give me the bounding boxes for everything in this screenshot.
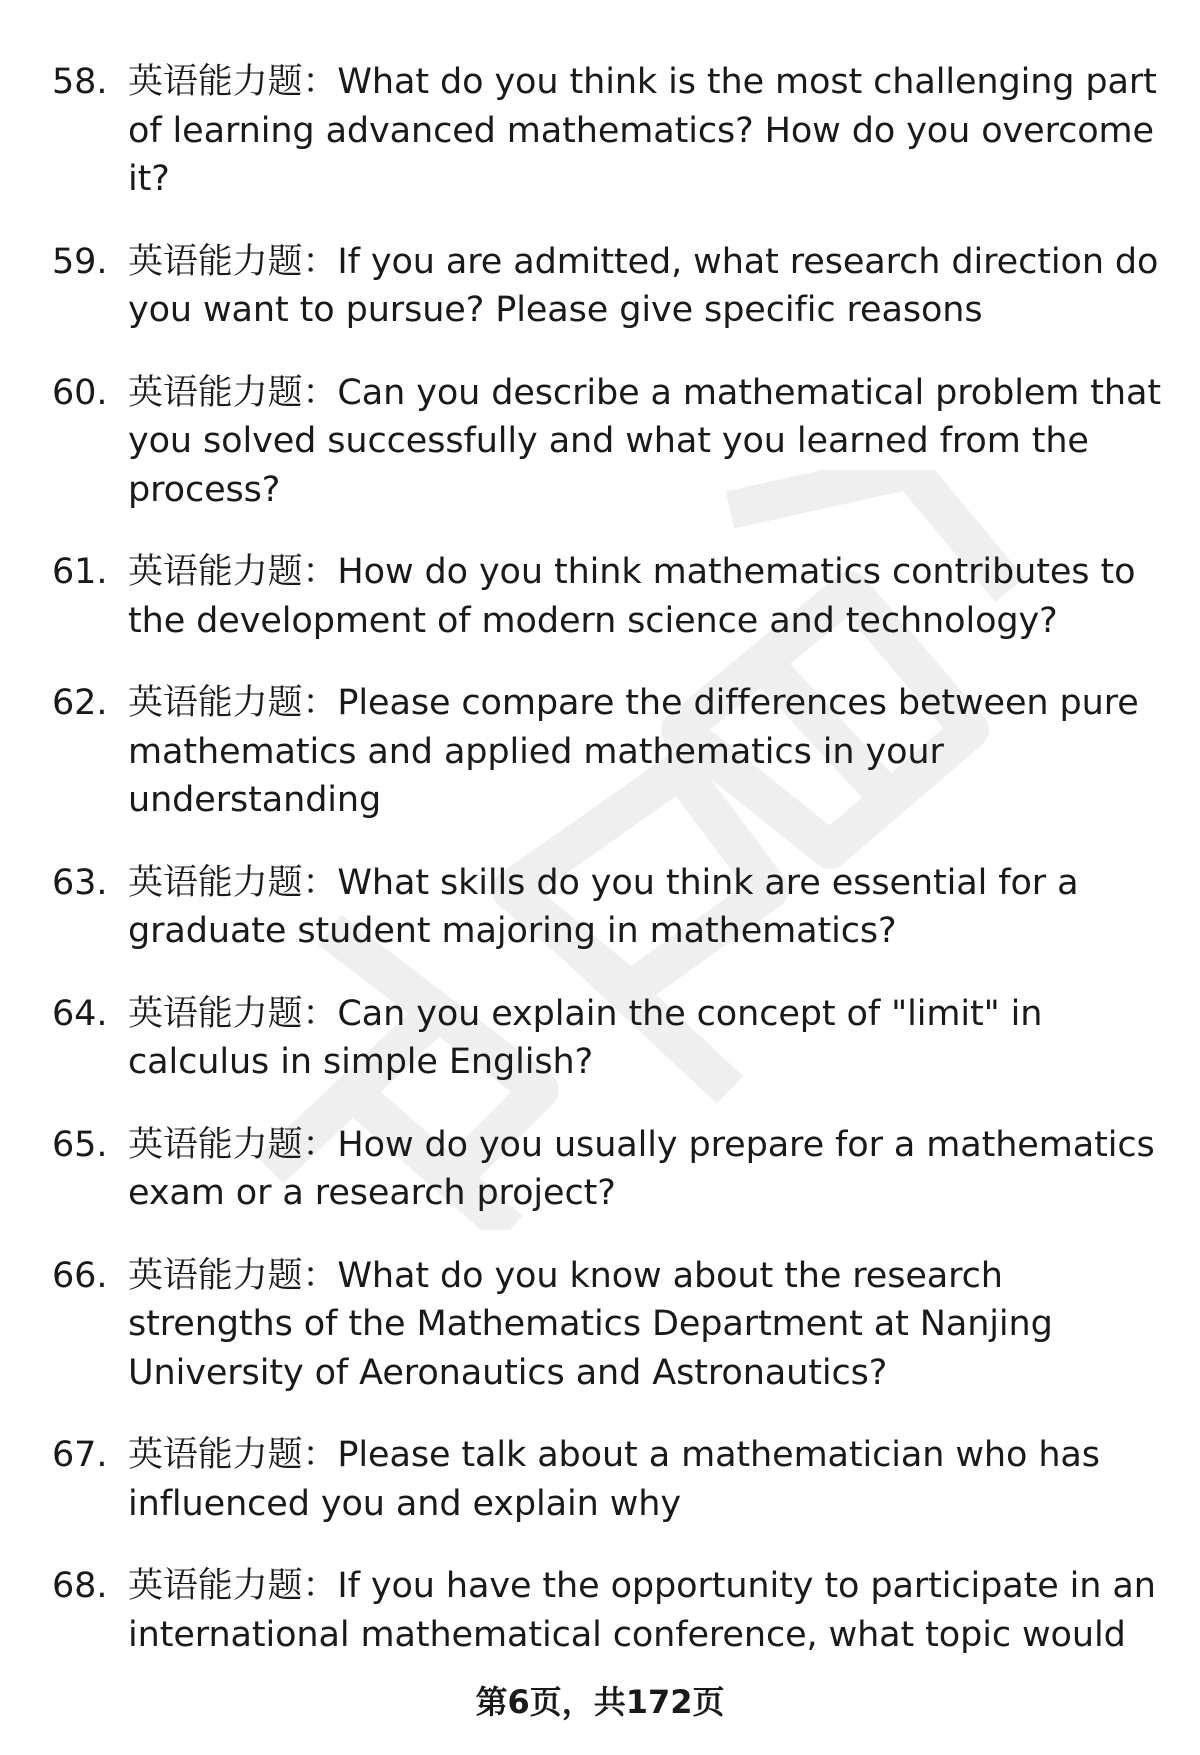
question-item xyxy=(0,58,1200,204)
question-list xyxy=(0,58,1200,1693)
page-number-footer: 第6页，共172页 xyxy=(475,1683,725,1721)
question-item xyxy=(0,990,1200,1087)
question-number: 60. xyxy=(52,372,108,413)
question-item xyxy=(0,859,1200,956)
question-number: 59. xyxy=(52,241,108,282)
question-number: 67. xyxy=(52,1435,108,1475)
question-text: How do you usually prepare for a mathematics exam or a research project? xyxy=(128,1124,1155,1213)
question-tag: 英语能力题： xyxy=(128,241,338,282)
question-text: What skills do you think are essential for a graduate student majoring in mathematics? xyxy=(128,862,1079,951)
question-tag: 英语能力题： xyxy=(128,62,338,102)
question-tag: 英语能力题： xyxy=(128,372,338,413)
question-text: Please talk about a mathematician who has influenced you and explain why xyxy=(128,1435,1100,1524)
question-number: 68. xyxy=(52,1566,108,1606)
question-text: What do you think is the most challenging part of learning advanced mathematics? How do you overcome it? xyxy=(128,62,1157,199)
question-tag: 英语能力题： xyxy=(128,862,338,903)
question-number: 64. xyxy=(52,993,108,1034)
question-text: If you are admitted, what research direction do you want to pursue? Please give specific reasons xyxy=(128,241,1159,330)
question-tag: 英语能力题： xyxy=(128,1255,338,1296)
question-text: How do you think mathematics contributes to the development of modern science and technology? xyxy=(128,552,1136,641)
question-tag: 英语能力题： xyxy=(128,1435,338,1475)
question-number: 62. xyxy=(52,683,108,723)
question-item xyxy=(0,369,1200,515)
question-item xyxy=(0,1252,1200,1398)
question-tag: 英语能力题： xyxy=(128,1566,338,1606)
question-item xyxy=(0,1562,1200,1659)
question-text: What do you know about the research strengths of the Mathematics Department at Nanjing University of Aeronautics and Astronautics? xyxy=(128,1255,1053,1393)
question-number: 63. xyxy=(52,862,108,903)
question-number: 58. xyxy=(52,62,108,102)
question-text: Can you describe a mathematical problem that you solved successfully and what you learned from the process? xyxy=(128,372,1161,510)
question-tag: 英语能力题： xyxy=(128,1124,338,1165)
question-tag: 英语能力题： xyxy=(128,552,338,592)
question-item xyxy=(0,238,1200,335)
question-item xyxy=(0,1431,1200,1528)
question-text: If you have the opportunity to participate in an international mathematical conference, what topic would xyxy=(128,1566,1156,1655)
question-item xyxy=(0,548,1200,645)
question-item xyxy=(0,1121,1200,1218)
question-tag: 英语能力题： xyxy=(128,683,338,723)
question-tag: 英语能力题： xyxy=(128,993,338,1034)
question-text: Can you explain the concept of "limit" in calculus in simple English? xyxy=(128,993,1043,1082)
question-number: 66. xyxy=(52,1255,108,1296)
question-number: 61. xyxy=(52,552,108,592)
question-item xyxy=(0,679,1200,825)
question-text: Please compare the differences between pure mathematics and applied mathematics in your understanding xyxy=(128,683,1139,820)
question-number: 65. xyxy=(52,1124,108,1165)
